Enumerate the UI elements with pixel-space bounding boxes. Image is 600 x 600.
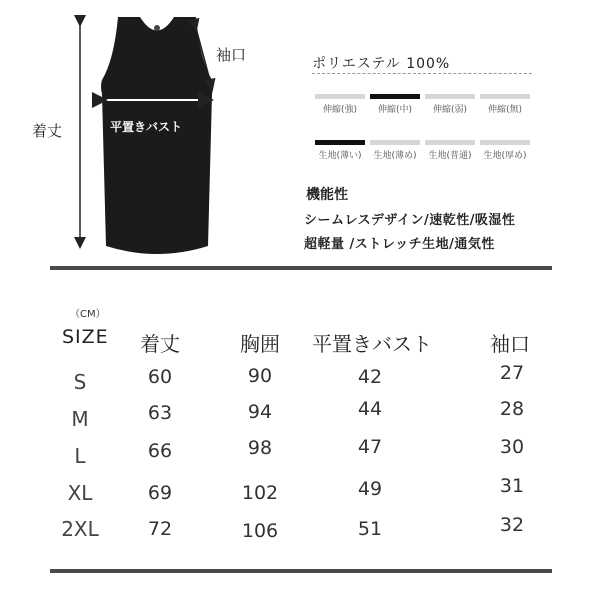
stretch-strong-bar bbox=[315, 94, 365, 99]
thickness-normal-bar bbox=[425, 140, 475, 145]
row-armhole: 30 bbox=[499, 436, 525, 458]
stretch-none bbox=[480, 94, 530, 115]
stretch-strong-label: 伸縮(強) bbox=[322, 105, 358, 115]
stretch-none-label: 伸縮(無) bbox=[487, 105, 523, 115]
row-armhole: 28 bbox=[499, 398, 525, 420]
stretch-weak bbox=[425, 94, 475, 115]
row-size: S bbox=[73, 370, 87, 394]
row-bust: 47 bbox=[357, 436, 383, 458]
top-divider bbox=[50, 266, 552, 270]
row-armhole: 31 bbox=[499, 475, 525, 497]
row-size: L bbox=[74, 444, 86, 468]
thickness-normal bbox=[425, 140, 475, 161]
thickness-scale bbox=[315, 140, 530, 161]
thickness-thick-label: 生地(厚め) bbox=[483, 151, 527, 161]
features-line-1: シームレスデザイン/速乾性/吸湿性 bbox=[304, 213, 516, 228]
tank-top-silhouette bbox=[101, 17, 213, 254]
row-length: 72 bbox=[147, 518, 173, 540]
row-bust: 44 bbox=[357, 398, 383, 420]
row-length: 63 bbox=[147, 402, 173, 424]
header-size: SIZE bbox=[62, 326, 109, 348]
unit-label: （CM） bbox=[70, 309, 106, 320]
row-length: 66 bbox=[147, 440, 173, 462]
bust-label: 平置きバスト bbox=[110, 120, 183, 134]
brand-logo-icon bbox=[154, 25, 160, 31]
row-armhole: 27 bbox=[499, 362, 525, 384]
row-length: 69 bbox=[147, 482, 173, 504]
bottom-divider bbox=[50, 569, 552, 573]
thickness-thin-bar bbox=[315, 140, 365, 145]
features-line-2: 超軽量 /ストレッチ生地/通気性 bbox=[304, 237, 495, 252]
header-chest: 胸囲 bbox=[240, 332, 280, 356]
row-chest: 102 bbox=[241, 482, 279, 504]
stretch-medium-label: 伸縮(中) bbox=[377, 105, 413, 115]
header-armhole: 袖口 bbox=[490, 332, 530, 356]
material-underline bbox=[312, 73, 532, 74]
row-bust: 49 bbox=[357, 478, 383, 500]
row-size: M bbox=[71, 407, 89, 431]
row-size: 2XL bbox=[61, 517, 99, 541]
row-chest: 90 bbox=[247, 365, 273, 387]
stretch-weak-bar bbox=[425, 94, 475, 99]
thickness-thin-label: 生地(薄い) bbox=[318, 151, 362, 161]
features-title: 機能性 bbox=[306, 187, 348, 203]
stretch-strong bbox=[315, 94, 365, 115]
row-chest: 106 bbox=[241, 520, 279, 542]
material-title: ポリエステル 100% bbox=[312, 56, 451, 72]
thickness-thinnish-bar bbox=[370, 140, 420, 145]
armhole-label: 袖口 bbox=[216, 46, 247, 64]
thickness-normal-label: 生地(普通) bbox=[428, 151, 472, 161]
header-bust: 平置きバスト bbox=[312, 332, 432, 356]
row-bust: 51 bbox=[357, 518, 383, 540]
row-armhole: 32 bbox=[499, 514, 525, 536]
header-length: 着丈 bbox=[140, 332, 180, 356]
stretch-scale bbox=[315, 94, 530, 115]
stretch-none-bar bbox=[480, 94, 530, 99]
thickness-thick bbox=[480, 140, 530, 161]
stretch-medium bbox=[370, 94, 420, 115]
stretch-weak-label: 伸縮(弱) bbox=[432, 105, 468, 115]
stretch-medium-bar bbox=[370, 94, 420, 99]
thickness-thinnish bbox=[370, 140, 420, 161]
thickness-thick-bar bbox=[480, 140, 530, 145]
row-length: 60 bbox=[147, 366, 173, 388]
thickness-thinnish-label: 生地(薄め) bbox=[373, 151, 417, 161]
length-label: 着丈 bbox=[32, 122, 63, 140]
row-chest: 94 bbox=[247, 401, 273, 423]
row-chest: 98 bbox=[247, 437, 273, 459]
thickness-thin bbox=[315, 140, 365, 161]
row-bust: 42 bbox=[357, 366, 383, 388]
row-size: XL bbox=[67, 481, 93, 505]
